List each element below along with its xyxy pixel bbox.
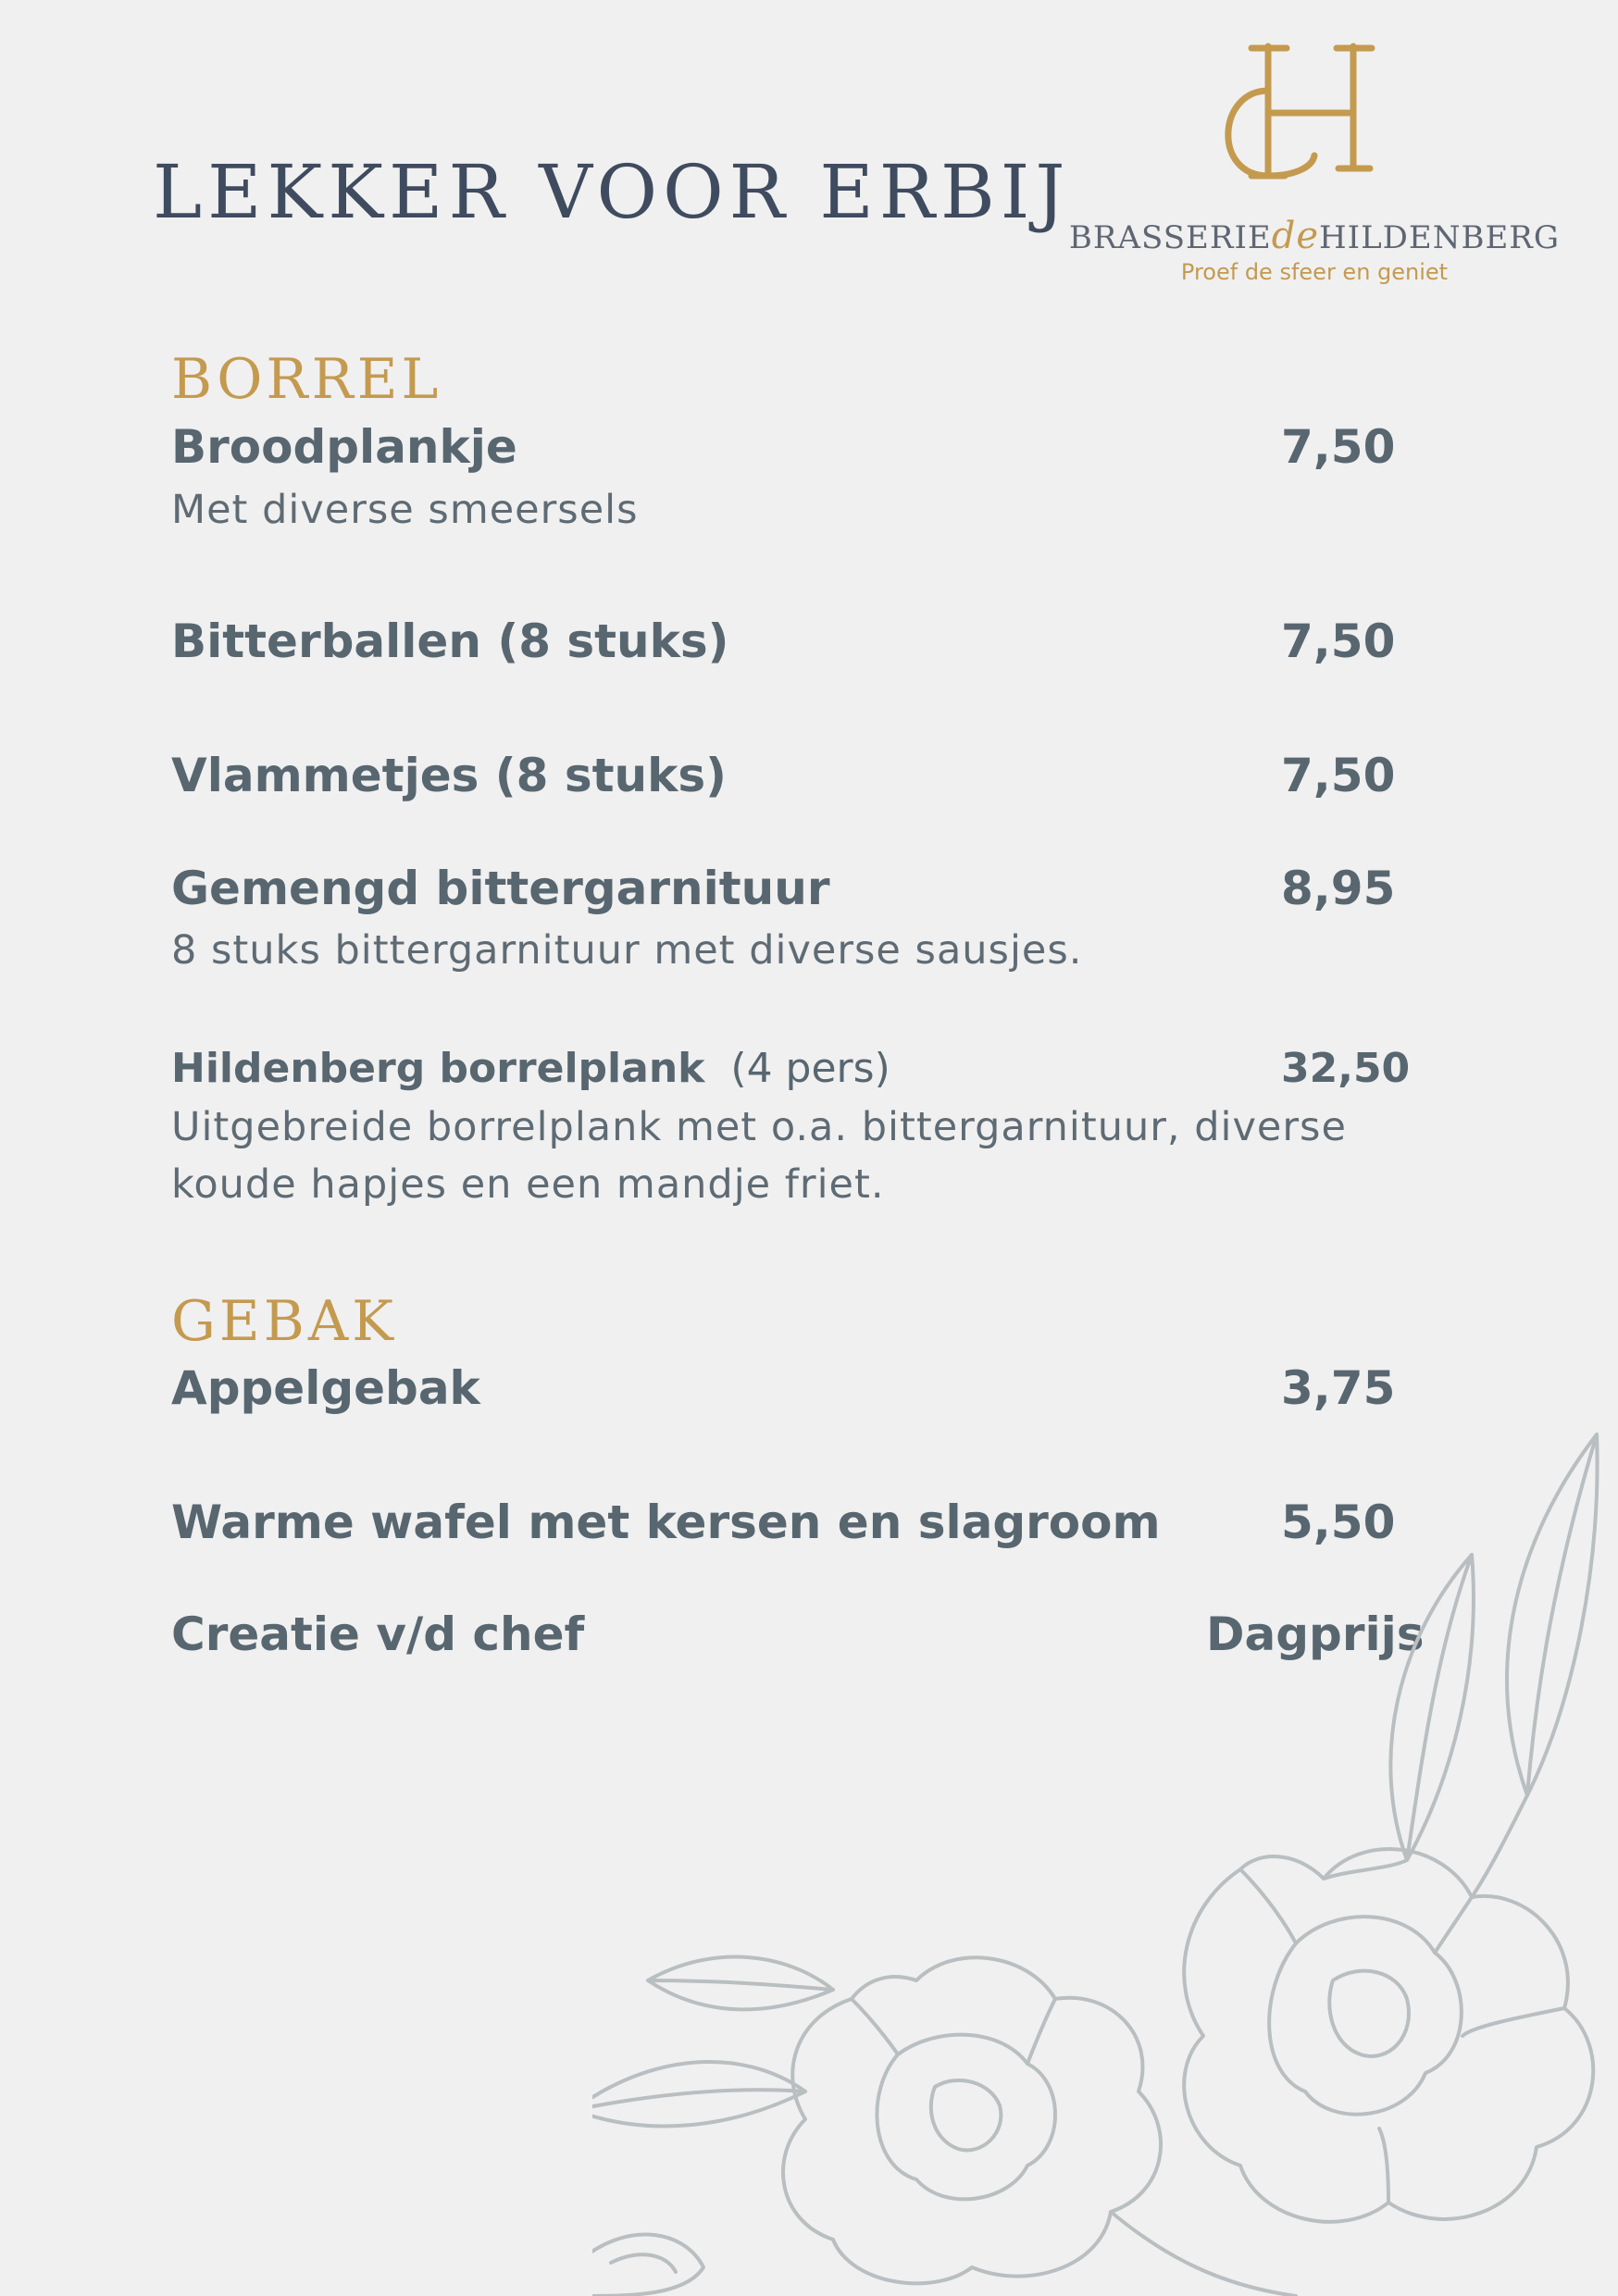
menu-item-name: Appelgebak [171,1361,480,1415]
menu-item-name: Vlammetjes (8 stuks) [171,749,727,802]
monogram-dh-icon [1203,37,1425,204]
menu-item-name: Bitterballen (8 stuks) [171,614,729,668]
menu-item-price: 7,50 [1281,420,1396,474]
logo-tagline: Proef de sfeer en geniet [1180,259,1449,285]
menu-item-persons: (4 pers) [730,1045,890,1092]
section-heading-gebak: GEBAK [171,1289,397,1354]
section-heading-borrel: BORREL [171,347,442,412]
logo-name-part3: HILDENBERG [1319,219,1561,256]
menu-item-name: Broodplankje [171,420,517,474]
menu-item-price: Dagprijs [1206,1607,1425,1661]
logo-name-part1: BRASSERIE [1068,219,1272,256]
brand-logo [1064,37,1564,296]
menu-item-description: Met diverse smeersels [171,487,639,533]
menu-item-price: 8,95 [1281,862,1396,915]
page-title: LEKKER VOOR ERBIJ [153,149,1071,235]
menu-item-price: 3,75 [1281,1361,1396,1415]
menu-item-price: 7,50 [1281,614,1396,668]
menu-item-description: 8 stuks bittergarnituur met diverse sausjes. [171,927,1083,974]
logo-wordmark [1064,215,1564,257]
menu-item-price: 5,50 [1281,1496,1396,1549]
menu-item-name [171,1045,890,1092]
menu-item-name: Warme wafel met kersen en slagroom [171,1496,1161,1549]
menu-item-name: Creatie v/d chef [171,1607,585,1661]
menu-item-description: Uitgebreide borrelplank met o.a. bittergarnituur, diverse koude hapjes en een mandje friet. [171,1104,1347,1208]
menu-item-title: Hildenberg borrelplank [171,1045,705,1092]
menu-item-price: 32,50 [1281,1045,1411,1092]
menu-item-name: Gemengd bittergarnituur [171,862,830,915]
menu-item-price: 7,50 [1281,749,1396,802]
peony-flower-icon [592,1425,1618,2296]
logo-name-part2: de [1271,215,1319,257]
